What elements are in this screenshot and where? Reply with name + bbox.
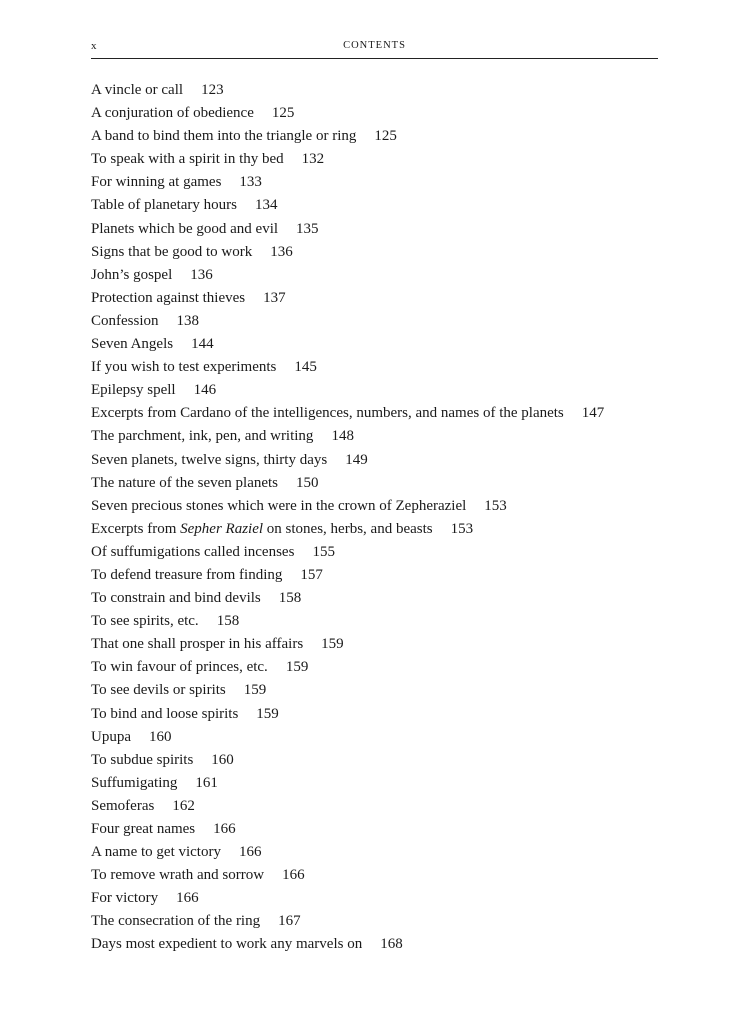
toc-entry: [91, 519, 711, 542]
toc-entry-title: Seven planets, twelve signs, thirty days: [91, 451, 328, 468]
toc-entry-title: [91, 521, 433, 537]
toc-entry: [91, 634, 711, 657]
toc-entry-title: Confession: [91, 312, 159, 329]
toc-entry-title: A vincle or call: [91, 82, 184, 98]
toc-entry-title: For victory: [91, 890, 159, 907]
toc-entry: [91, 126, 711, 149]
toc-entry-page-number: 160: [149, 728, 172, 745]
toc-entry-page-number: 125: [271, 105, 295, 122]
toc-entry: [91, 334, 711, 357]
toc-entry-page-number: 146: [193, 382, 217, 399]
toc-entry: [91, 727, 711, 750]
toc-entry-page-number: 159: [243, 682, 267, 699]
toc-entry-page-number: 166: [213, 821, 236, 837]
toc-entry: [91, 704, 711, 727]
toc-entry-page-number: 133: [239, 174, 262, 191]
toc-entry: [91, 611, 711, 634]
toc-entry-title: A conjuration of obedience: [91, 105, 254, 122]
toc-entry-page-number: 153: [450, 520, 474, 537]
toc-entry: [91, 288, 711, 311]
toc-entry-title: If you wish to test experiments: [91, 359, 277, 376]
toc-entry: [91, 265, 711, 288]
toc-entry-title: Table of planetary hours: [91, 197, 237, 214]
toc-entry-title: To speak with a spirit in thy bed: [91, 151, 284, 168]
toc-entry: [91, 426, 711, 449]
toc-entry: [91, 172, 711, 195]
toc-entry-title: John’s gospel: [91, 266, 173, 283]
toc-entry: [91, 311, 711, 334]
toc-entry: [91, 773, 711, 796]
toc-entry-title-italic: Sepher Raziel: [180, 520, 264, 537]
toc-entry-title: To remove wrath and sorrow: [91, 867, 265, 884]
toc-entry-page-number: 125: [374, 128, 397, 145]
toc-entry-page-number: 159: [256, 705, 279, 722]
toc-entry: [91, 103, 711, 126]
toc-entry-page-number: 167: [278, 913, 301, 930]
toc-entry-title: To subdue spirits: [91, 751, 194, 768]
toc-entry: [91, 888, 711, 911]
toc-entry-page-number: 168: [380, 936, 403, 953]
toc-entry-title: To bind and loose spirits: [91, 705, 239, 722]
toc-entry: [91, 865, 711, 888]
toc-entry-title-suffix: on stones, herbs, and beasts: [263, 520, 433, 537]
toc-entry-page-number: 134: [254, 197, 278, 214]
toc-entry: [91, 542, 711, 565]
toc-entry-page-number: 150: [296, 474, 319, 491]
toc-entry-title: To constrain and bind devils: [91, 590, 261, 607]
toc-entry: [91, 357, 711, 380]
toc-entry-title: Semoferas: [91, 797, 155, 814]
toc-entry-title: Seven precious stones which were in the crown of Zepheraziel: [91, 497, 467, 514]
toc-entry-page-number: 159: [321, 636, 344, 653]
toc-entry: [91, 219, 711, 242]
toc-entry-page-number: 166: [238, 844, 262, 861]
toc-entry: [91, 588, 711, 611]
toc-entry-title: That one shall prosper in his affairs: [91, 636, 304, 653]
toc-entry-page-number: 147: [581, 405, 605, 422]
toc-entry-title: Planets which be good and evil: [91, 220, 279, 237]
toc-entry-title: For winning at games: [91, 174, 222, 191]
toc-entry-page-number: 162: [172, 797, 195, 814]
toc-entry: [91, 380, 711, 403]
toc-entry-title: The nature of the seven planets: [91, 474, 279, 491]
toc-entry-title: Four great names: [91, 821, 196, 837]
toc-entry-page-number: 136: [190, 266, 213, 283]
toc-entry: [91, 195, 711, 218]
toc-entry-title: Suffumigating: [91, 774, 178, 791]
toc-entry-title: To see spirits, etc.: [91, 613, 199, 630]
toc-entry-page-number: 160: [211, 751, 234, 768]
page-header: [91, 38, 658, 59]
running-head: CONTENTS: [343, 40, 406, 51]
toc-entry-title: Days most expedient to work any marvels on: [91, 936, 363, 953]
toc-entry-title: To defend treasure from finding: [91, 566, 283, 583]
page-number: x: [91, 40, 97, 52]
toc-entry-page-number: 145: [294, 359, 317, 376]
toc-entry-title: To win favour of princes, etc.: [91, 659, 268, 676]
toc-entry-page-number: 136: [270, 243, 293, 260]
toc-entry: [91, 242, 711, 265]
toc-entry: [91, 80, 711, 103]
toc-entry: [91, 750, 711, 773]
toc-entry-page-number: 157: [300, 566, 323, 583]
toc-entry-page-number: 123: [201, 82, 224, 98]
toc-entry: [91, 450, 711, 473]
toc-entry: [91, 934, 711, 957]
toc-entry-title: Signs that be good to work: [91, 243, 253, 260]
toc-entry-page-number: 132: [301, 151, 325, 168]
toc-entry: [91, 796, 711, 819]
toc-entry: [91, 403, 711, 426]
toc-entry: [91, 149, 711, 172]
toc-entry: [91, 473, 711, 496]
toc-entry-title: A name to get victory: [91, 844, 221, 861]
toc-entry-title: A band to bind them into the triangle or ring: [91, 128, 357, 145]
toc-entry-title: The parchment, ink, pen, and writing: [91, 428, 314, 445]
toc-entry-page-number: 138: [176, 312, 199, 329]
toc-entry-title: Epilepsy spell: [91, 382, 176, 399]
toc-entry-page-number: 166: [176, 890, 199, 907]
toc-entry-page-number: 153: [484, 497, 507, 514]
toc-entry: [91, 657, 711, 680]
toc-entry-title: Seven Angels: [91, 336, 174, 353]
toc-entry-page-number: 155: [312, 543, 335, 560]
toc-entry-title-prefix: Excerpts from: [91, 520, 181, 537]
toc-entry: [91, 819, 711, 842]
toc-entry-page-number: 166: [282, 867, 305, 884]
toc-entry: [91, 496, 711, 519]
toc-entry-page-number: 158: [216, 613, 240, 630]
toc-entry-title: To see devils or spirits: [91, 682, 226, 699]
toc-entry-page-number: 159: [285, 659, 309, 676]
toc-entry-page-number: 144: [191, 336, 214, 353]
toc-entry-page-number: 158: [278, 590, 302, 607]
toc-entry-page-number: 148: [331, 428, 354, 445]
toc-entry-title: Excerpts from Cardano of the intelligences, numbers, and names of the planets: [91, 405, 564, 422]
toc-entry-title: Upupa: [91, 728, 131, 745]
toc-entry-title: Of suffumigations called incenses: [91, 543, 295, 560]
toc-entry: [91, 842, 711, 865]
toc-entry-title: Protection against thieves: [91, 289, 246, 306]
toc-entry: [91, 911, 711, 934]
toc-entry: [91, 565, 711, 588]
toc-entry-page-number: 137: [263, 289, 286, 306]
toc-entry-page-number: 161: [195, 774, 218, 791]
table-of-contents: [91, 80, 711, 958]
toc-entry-page-number: 135: [296, 220, 319, 237]
toc-entry: [91, 680, 711, 703]
toc-entry-title: The consecration of the ring: [91, 913, 261, 930]
toc-entry-page-number: 149: [345, 451, 368, 468]
